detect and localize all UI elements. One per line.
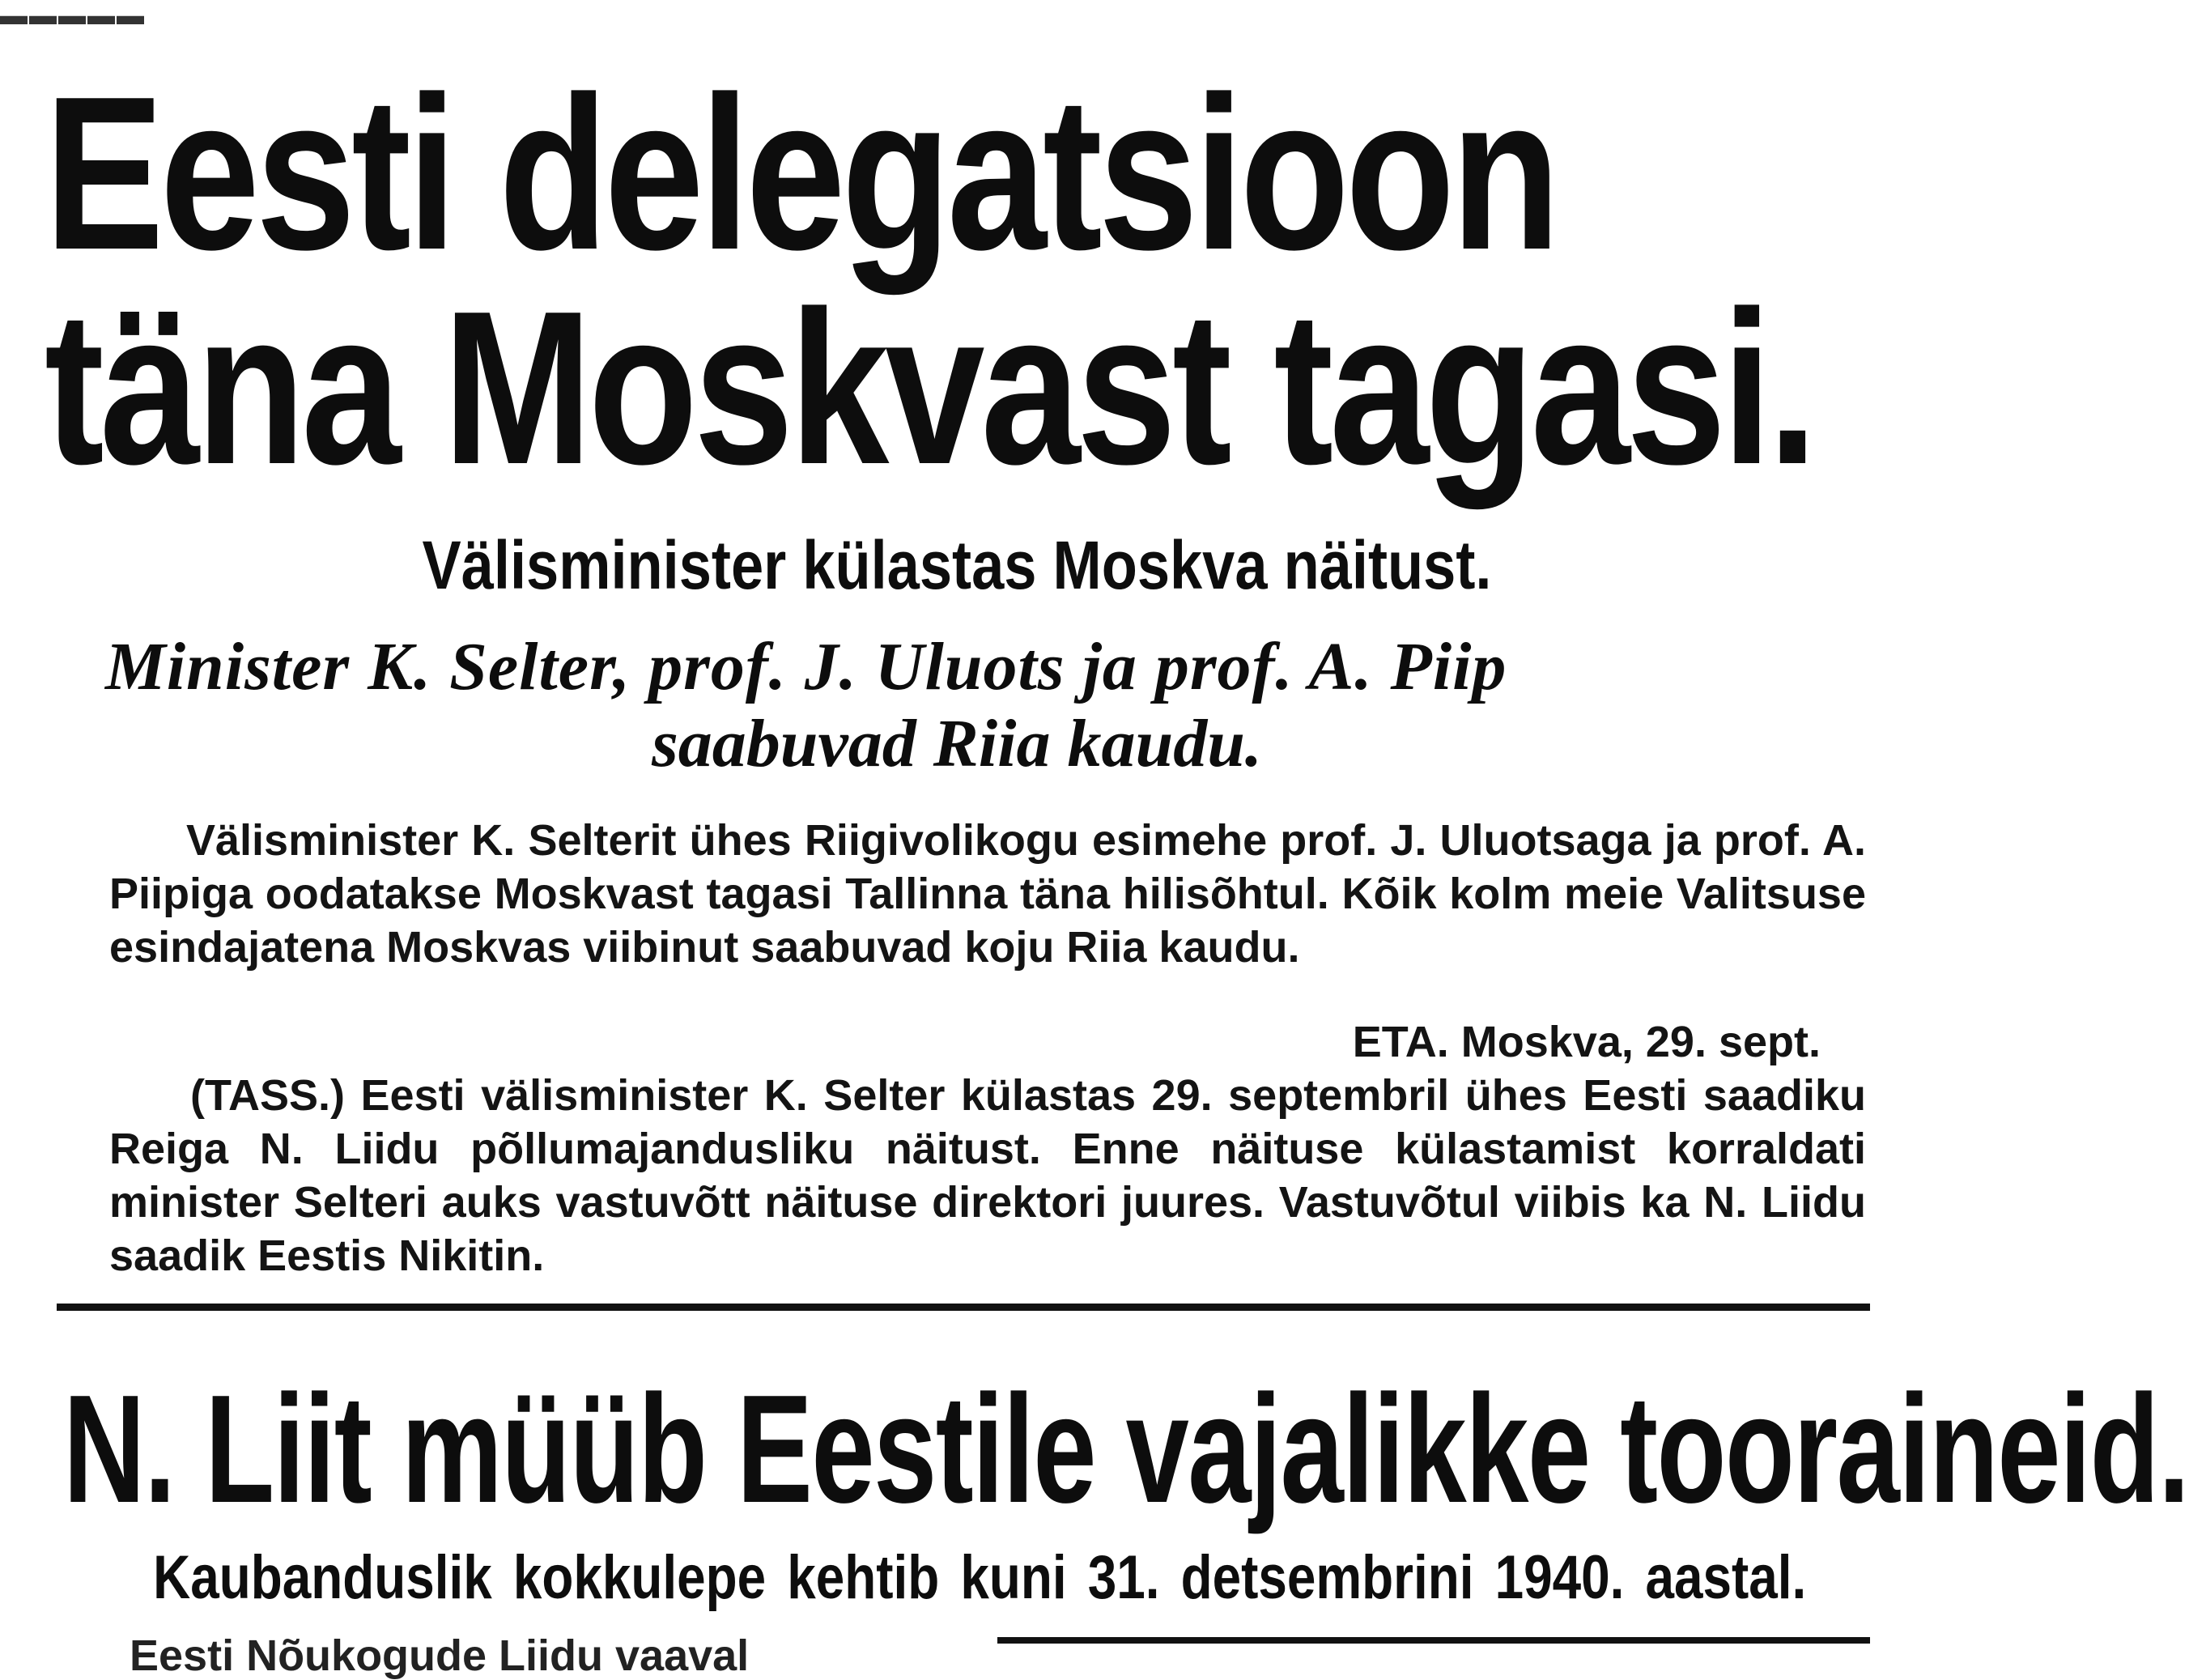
second-subheadline: Kaubanduslik kokkulepe kehtib kuni 31. detsembrini 1940. aastal.	[153, 1543, 1807, 1612]
main-headline-line-1: Eesti delegatsioon	[45, 52, 1557, 296]
second-headline: N. Liit müüb Eestile vajalikke tooraineid.	[63, 1363, 2189, 1535]
italic-deck-line-1: Minister K. Selter, prof. J. Uluots ja prof. A. Piip	[105, 629, 1507, 704]
main-headline-line-2: täna Moskvast tagasi.	[45, 266, 1814, 510]
dateline: ETA. Moskva, 29. sept.	[1352, 1018, 1821, 1066]
subheadline: Välisminister külastas Moskva näitust.	[422, 527, 1492, 603]
bottom-text-fragment: Eesti Nõukogude Liidu vaaval	[130, 1631, 750, 1680]
italic-deck-line-2: saabuvad Riia kaudu.	[652, 706, 1262, 781]
article-paragraph-1: Välisminister K. Selterit ühes Riigivolikogu esimehe prof. J. Uluotsaga ja prof. A. Piipiga oodatakse Moskvast tagasi Tallinna täna hilisõhtul. Kõik kolm meie Valitsuse esindajatena Moskvas viibinut saabuvad koju Riia kaudu.	[109, 816, 1866, 972]
top-fragment: ▬▬▬▬▬	[0, 0, 146, 31]
bottom-divider	[997, 1637, 1870, 1644]
section-divider	[57, 1304, 1870, 1311]
article-paragraph-2: (TASS.) Eesti välisminister K. Selter külastas 29. septembril ühes Eesti saadiku Reiga N. Liidu põllumajandusliku näitust. Enne näituse külastamist korraldati minister Selteri auks vastuvõtt näituse direktori juures. Vastuvõtul viibis ka N. Liidu saadik Eestis Nikitin.	[109, 1071, 1866, 1280]
